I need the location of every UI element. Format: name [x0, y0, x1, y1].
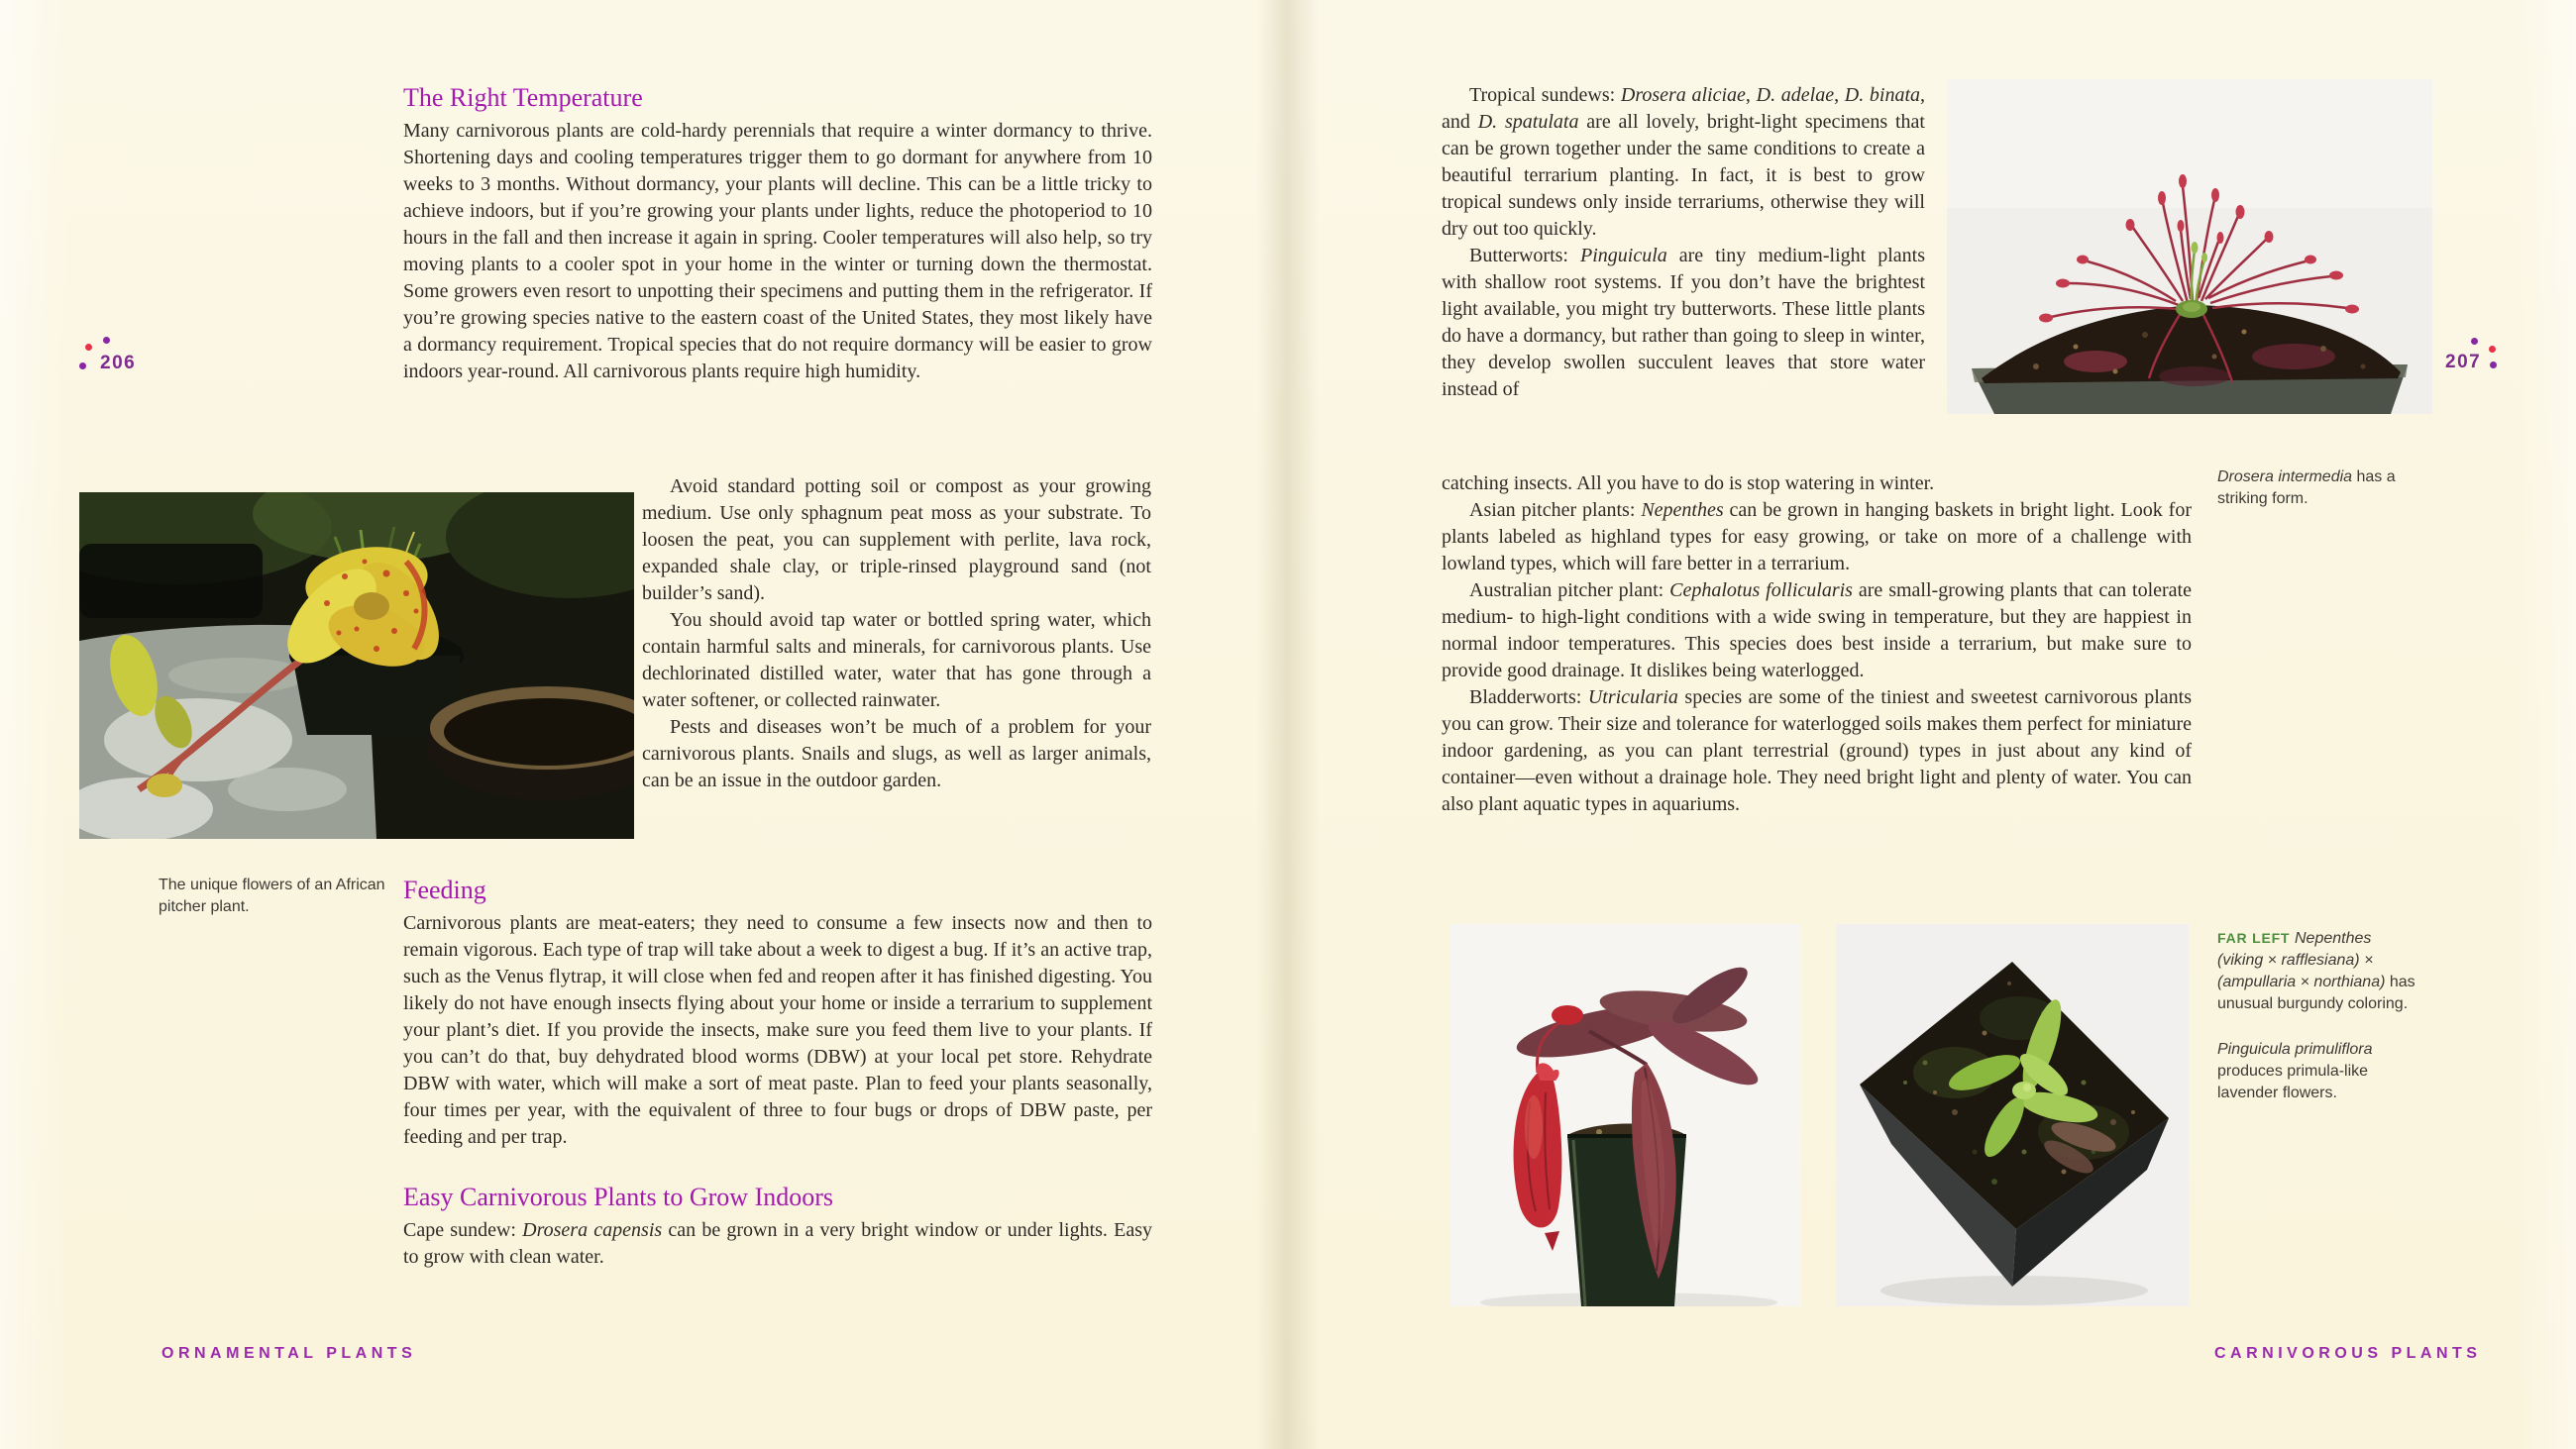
african-pitcher-plant-illustration	[79, 492, 634, 839]
pinguicula-illustration	[1836, 924, 2189, 1306]
paragraph: Asian pitcher plants: Nepenthes can be grown in hanging baskets in bright light. Look for plants labeled as highland types for easy growing, or take on more of a challenge with lowland types, which will fare better in a terrarium.	[1442, 499, 2192, 574]
nepenthes-photo	[1450, 924, 1801, 1306]
caption-pinguicula: Pinguicula primuliflora produces primula-like lavender flowers.	[2217, 1041, 2373, 1101]
african-pitcher-plant-photo	[79, 492, 634, 839]
paragraph: Butterworts: Pinguicula are tiny medium-light plants with shallow root systems. If you don’t have the brightest light available, you might try butterworts. These little plants do have a dormancy, but rather than going to sleep in winter, they develop swollen succulent leaves that store water instead of	[1442, 245, 1925, 400]
sundew-butterwort-column	[1442, 82, 1925, 403]
paragraph: catching insects. All you have to do is stop watering in winter.	[1442, 472, 1935, 494]
paragraph: You should avoid tap water or bottled spring water, which contain harmful salts and minerals, for carnivorous plants. Use dechlorinated distilled water, water that has gone through a water softener, or collected rainwater.	[642, 609, 1151, 711]
decorative-dot	[103, 337, 110, 344]
drosera-intermedia-illustration	[1947, 79, 2432, 414]
paragraph: Carnivorous plants are meat-eaters; they need to consume a few insects now and then to remain vigorous. Each type of trap will take about a week to digest a bug. If it’s an active trap, such as the Venus flytrap, it will close when fed and reopen after it has finished digesting. You likely do not have enough insects flying about your home or inside a terrarium to supplement your plant’s diet. If you provide the insects, make sure you feed them live to your plants. If you can’t do that, buy dehydrated blood worms (DBW) at your local pet store. Rehydrate DBW with water, which will make a sort of meat paste. Plan to feed your plants seasonally, four times per year, with the equivalent of three to four bugs or drops of DBW paste, per feeding and per trap.	[403, 912, 1152, 1148]
caption-column	[2217, 927, 2421, 1104]
decorative-dot	[2471, 338, 2478, 345]
decorative-dot	[85, 344, 92, 351]
section-feeding	[403, 875, 1152, 1271]
paragraph: Tropical sundews: Drosera aliciae, D. adelae, D. binata, and D. spatulata are all lovely, bright-light specimens that can be grown together under the same conditions to create a beautiful terrarium planting. In fact, it is best to grow tropical sundews only inside terrariums, otherwise they will dry out too quickly.	[1442, 84, 1926, 240]
running-footer-right: CARNIVOROUS PLANTS	[2214, 1345, 2482, 1362]
drosera-intermedia-photo	[1947, 79, 2432, 414]
paragraph: Australian pitcher plant: Cephalotus follicularis are small-growing plants that can tolerate medium- to high-light conditions with a wide swing in temperature, but they are happiest in normal indoor temperatures. This species does best inside a terrarium, but make sure to provide good drainage. It dislikes being waterlogged.	[1442, 579, 2192, 681]
photo-caption-african-pitcher: The unique flowers of an African pitcher plant.	[159, 877, 385, 915]
decorative-dot	[79, 362, 86, 369]
page-edge-highlight-right	[2517, 0, 2576, 1449]
section-heading: Feeding	[403, 876, 486, 904]
pitcher-bladderwort-column	[1442, 470, 2192, 818]
book-spine-shadow	[1256, 0, 1320, 1449]
paragraph: Bladderworts: Utricularia species are some of the tiniest and sweetest carnivorous plants you can grow. Their size and tolerance for waterlogged soils makes them perfect for miniature indoor gardening, as you can plant terrestrial (ground) types in just about any kind of container—even without a drainage hole. They need bright light and plenty of water. You can also plant aquatic types in aquariums.	[1442, 686, 2193, 815]
page-number-left: 206	[100, 353, 137, 373]
page-number-right: 207	[2445, 352, 2482, 372]
caption-drosera-intermedia: Drosera intermedia has a striking form.	[2217, 468, 2396, 507]
paragraph: Pests and diseases won’t be much of a problem for your carnivorous plants. Snails and slugs, as well as larger animals, can be an issue in the outdoor garden.	[642, 716, 1151, 791]
running-footer-left: ORNAMENTAL PLANTS	[161, 1345, 417, 1362]
decorative-dot	[2490, 362, 2497, 368]
paragraph: Avoid standard potting soil or compost as your growing medium. Use only sphagnum peat moss as your substrate. To loosen the peat, you can supplement with perlite, lava rock, expanded shale clay, or triple-rinsed playground sand (not builder’s sand).	[642, 475, 1151, 604]
page-edge-highlight-left	[0, 0, 69, 1449]
section-right-temperature	[403, 82, 1152, 385]
section-heading: Easy Carnivorous Plants to Grow Indoors	[403, 1183, 834, 1211]
paragraph: Many carnivorous plants are cold-hardy perennials that require a winter dormancy to thrive. Shortening days and cooling temperatures trigger them to go dormant for anywhere from 10 weeks to 3 months. Without dormancy, your plants will decline. This can be a little tricky to achieve indoors, but if you’re growing your plants under lights, reduce the photoperiod to 10 hours in the fall and then increase it again in spring. Cooler temperatures will also help, so try moving plants to a cooler spot in your home in the winter or turning down the thermostat. Some growers even resort to unpotting their specimens and putting them in the refrigerator. If you’re growing species native to the eastern coast of the United States, they most likely have a dormancy requirement. Tropical species that do not require dormancy will be easier to grow indoors year-round. All carnivorous plants require high humidity.	[403, 120, 1152, 382]
nepenthes-illustration	[1450, 924, 1801, 1306]
decorative-dot	[2489, 346, 2496, 353]
section-heading: The Right Temperature	[403, 83, 643, 112]
pinguicula-photo	[1836, 924, 2189, 1306]
substrate-column	[642, 473, 1151, 794]
paragraph: Cape sundew: Drosera capensis can be grown in a very bright window or under lights. Easy to grow with clean water.	[403, 1219, 1152, 1268]
caption-nepenthes: FAR LEFT Nepenthes (viking × rafflesiana) × (ampullaria × northiana) has unusual burgundy coloring.	[2217, 930, 2415, 1012]
